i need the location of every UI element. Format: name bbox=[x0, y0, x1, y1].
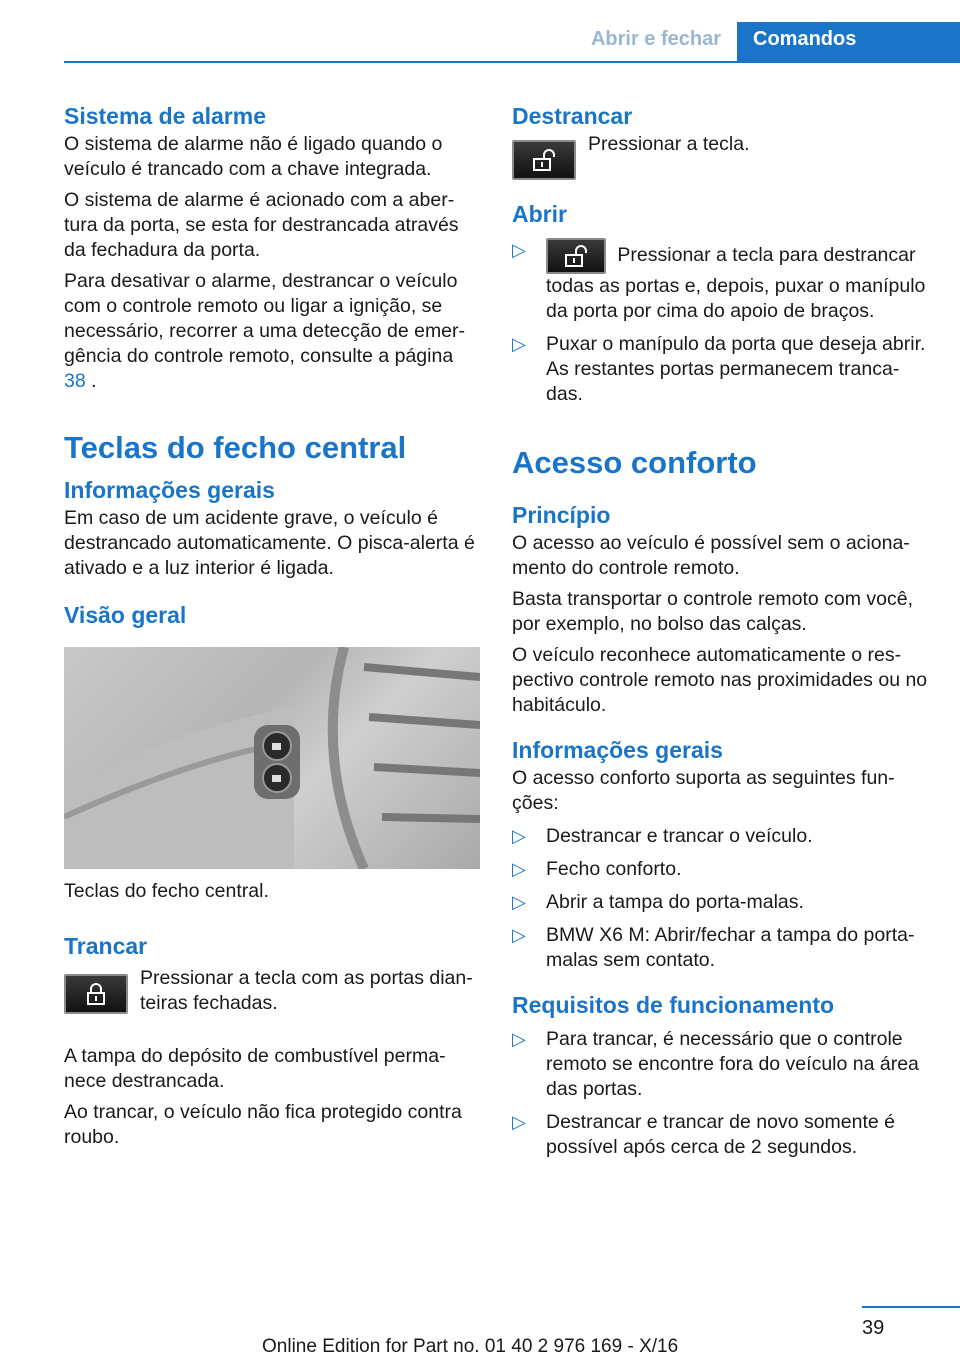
left-column bbox=[64, 100, 480, 1156]
bullet-marker: ▷ bbox=[512, 240, 526, 260]
footer-rule bbox=[862, 1306, 960, 1308]
info-paragraph: Em caso de um acidente grave, o veículo é destrancado automaticamente. O pisca-alerta é ativado e a luz interior é ligada. bbox=[64, 507, 475, 579]
door-photo bbox=[64, 647, 480, 869]
requirements-heading: Requisitos de funcionamento bbox=[512, 992, 835, 1018]
comfort-access-heading: Acesso conforto bbox=[512, 445, 757, 480]
overview-heading: Visão geral bbox=[64, 602, 187, 628]
bullet-text: BMW X6 M: Abrir/fechar a tampa do porta-malas sem contato. bbox=[546, 924, 915, 971]
features-list bbox=[512, 824, 928, 973]
lock-paragraph-2: Ao trancar, o veículo não fica protegido contra roubo. bbox=[64, 1101, 462, 1148]
bullet-text: Puxar o manípulo da porta que deseja abrir. As restantes portas permanecem trancadas. bbox=[546, 333, 926, 405]
principle-paragraph-3: O veículo reconhece automaticamente o respectivo controle remoto nas proximidades ou no habitáculo. bbox=[512, 644, 928, 716]
alarm-paragraph-3-suffix: . bbox=[85, 370, 97, 392]
principle-paragraph-2: Basta transportar o controle remoto com você, por exemplo, no bolso das calças. bbox=[512, 588, 914, 635]
page-header bbox=[0, 0, 960, 62]
central-locking-heading: Teclas do fecho central bbox=[64, 430, 407, 465]
door-illustration bbox=[64, 647, 480, 869]
lock-heading: Trancar bbox=[64, 933, 148, 959]
info-heading: Informações gerais bbox=[64, 477, 275, 503]
unlock-key-button bbox=[546, 238, 606, 274]
alarm-heading: Sistema de alarme bbox=[64, 103, 267, 129]
lock-closed-icon bbox=[85, 983, 107, 1005]
list-item bbox=[512, 1110, 928, 1160]
list-item bbox=[512, 890, 928, 915]
unlock-key-row bbox=[512, 132, 928, 188]
list-item bbox=[512, 824, 928, 849]
alarm-paragraph-3-text: Para desativar o alarme, destrancar o veículo com o controle remoto ou ligar a ignição, se necessário, recorrer a uma detecção de emergência do controle remoto, consulte a página bbox=[64, 270, 466, 367]
unlock-heading: Destrancar bbox=[512, 103, 633, 129]
bullet-text: Pressionar a tecla para destrancar todas as portas e, depois, puxar o manípulo da porta por cima do apoio de braços. bbox=[546, 244, 926, 322]
lock-open-icon bbox=[564, 245, 588, 267]
bullet-text: Para trancar, é necessário que o controle remoto se encontre fora do veículo na área das portas. bbox=[546, 1028, 919, 1100]
chapter-tab: Comandos bbox=[737, 22, 960, 62]
bullet-text: Destrancar e trancar de novo somente é possível após cerca de 2 segundos. bbox=[546, 1111, 896, 1158]
list-item bbox=[512, 923, 928, 973]
lock-open-icon bbox=[532, 149, 556, 171]
principle-heading: Princípio bbox=[512, 502, 611, 528]
bullet-marker: ▷ bbox=[512, 859, 526, 879]
requirements-list bbox=[512, 1027, 928, 1160]
unlock-key-button bbox=[512, 140, 576, 180]
bullet-marker: ▷ bbox=[512, 826, 526, 846]
right-column bbox=[512, 100, 928, 1168]
page-reference-link[interactable]: 38 bbox=[64, 370, 86, 392]
bullet-marker: ▷ bbox=[512, 334, 526, 354]
unlock-instruction: Pressionar a tecla. bbox=[588, 133, 750, 155]
edition-note: Online Edition for Part no. 01 40 2 976 169 - X/16 bbox=[262, 1336, 679, 1357]
general-info-paragraph: O acesso conforto suporta as seguintes funções: bbox=[512, 767, 895, 814]
bullet-marker: ▷ bbox=[512, 1029, 526, 1049]
bullet-text: Fecho conforto. bbox=[546, 858, 682, 880]
open-steps-list bbox=[512, 238, 928, 407]
header-rule bbox=[64, 61, 960, 63]
section-tab: Abrir e fechar bbox=[590, 28, 721, 50]
bullet-marker: ▷ bbox=[512, 925, 526, 945]
lock-paragraph-1: A tampa do depósito de combustível permanece destrancada. bbox=[64, 1045, 446, 1092]
open-heading: Abrir bbox=[512, 201, 567, 227]
lock-instruction: Pressionar a tecla com as portas dianteiras fechadas. bbox=[140, 967, 473, 1014]
bullet-marker: ▷ bbox=[512, 1112, 526, 1132]
bullet-text: Abrir a tampa do porta-malas. bbox=[546, 891, 804, 913]
alarm-paragraph-1: O sistema de alarme não é ligado quando o veículo é trancado com a chave integrada. bbox=[64, 133, 443, 180]
alarm-paragraph-3 bbox=[64, 269, 480, 394]
alarm-paragraph-2: O sistema de alarme é acionado com a abertura da porta, se esta for destrancada através da fechadura da porta. bbox=[64, 189, 459, 261]
lock-key-button bbox=[64, 974, 128, 1014]
list-item bbox=[512, 332, 928, 407]
list-item bbox=[512, 1027, 928, 1102]
bullet-marker: ▷ bbox=[512, 892, 526, 912]
page-number: 39 bbox=[862, 1317, 885, 1339]
photo-caption: Teclas do fecho central. bbox=[64, 880, 269, 902]
principle-paragraph-1: O acesso ao veículo é possível sem o acionamento do controle remoto. bbox=[512, 532, 910, 579]
general-info-heading: Informações gerais bbox=[512, 737, 723, 763]
list-item bbox=[512, 238, 928, 324]
bullet-text: Destrancar e trancar o veículo. bbox=[546, 825, 813, 847]
lock-key-row bbox=[64, 966, 480, 1026]
list-item bbox=[512, 857, 928, 882]
